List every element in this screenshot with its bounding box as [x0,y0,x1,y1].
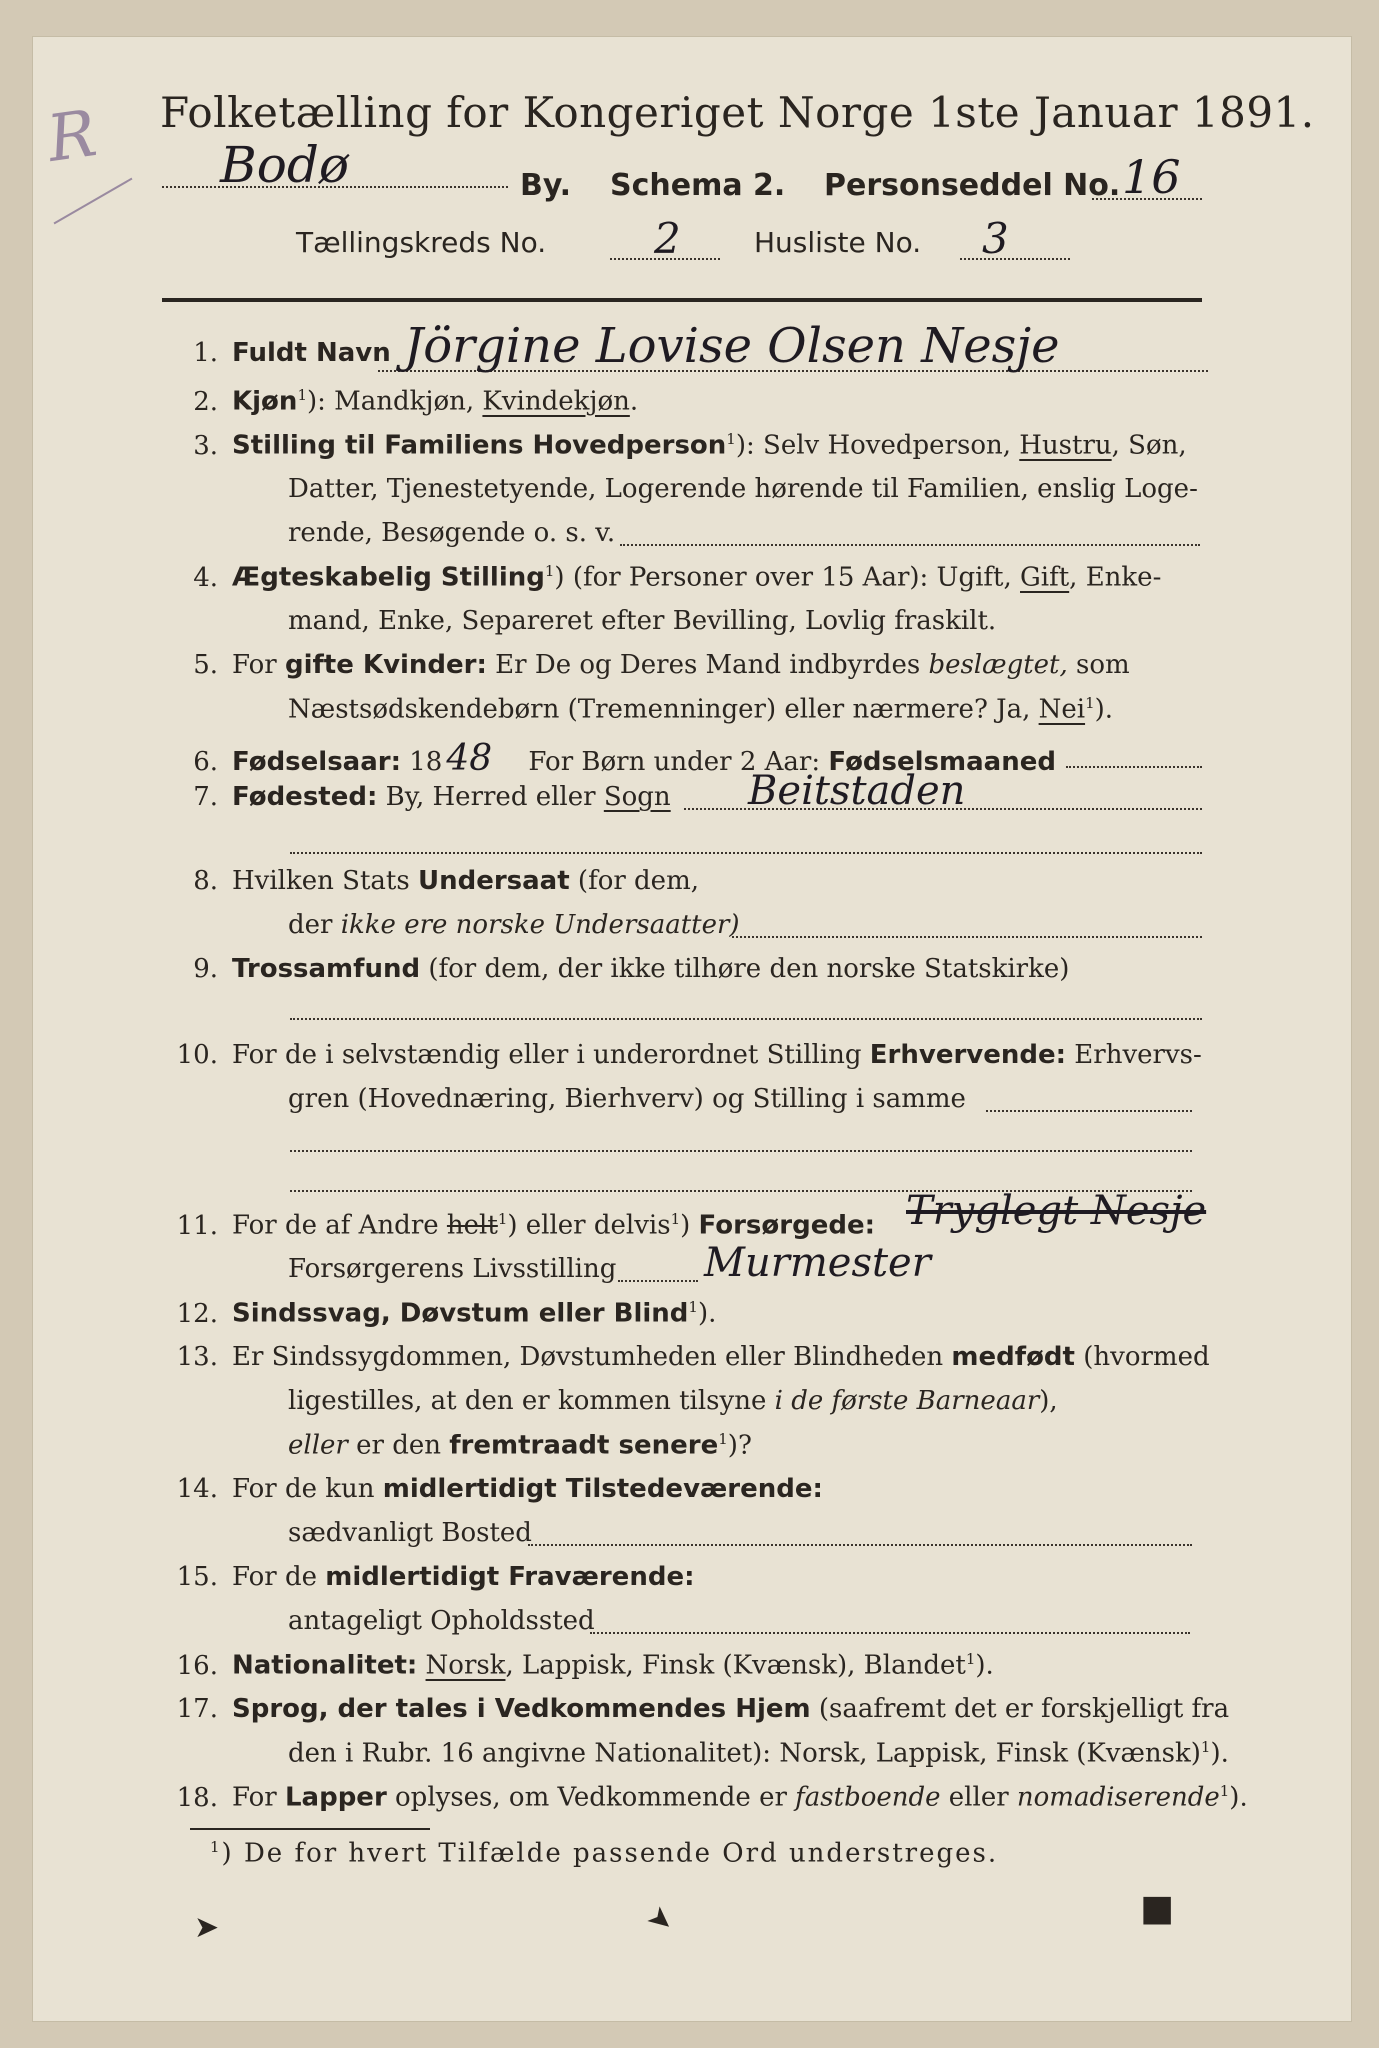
footnote-ref: 1 [1200,1738,1211,1756]
footnote [210,1838,998,1869]
item-number: 16. [176,1650,218,1681]
item-number: 9. [193,954,218,984]
item-text: er den [347,1430,450,1461]
footnote-ref: 1 [670,1210,681,1228]
personseddel-label: Personseddel No. [824,168,1121,203]
by-label: By. [520,168,572,203]
item-text [417,1651,425,1681]
footnote-ref: 1 [965,1650,976,1668]
item-number: 8. [193,866,218,896]
item-text: For de kun [232,1474,383,1504]
item-17 [160,1694,1229,1724]
kreds-label: Tællingskreds No. [296,226,547,259]
item-number: 4. [193,562,218,593]
birthplace-line2 [290,852,1202,854]
footnote-ref: 1 [544,562,555,580]
item-text: ). [1229,1782,1248,1813]
item-8-answer-line [732,936,1202,938]
item-14-line2: sædvanligt Bosted [288,1518,532,1548]
item-label: Fødselsaar: [232,747,401,777]
item-text: ) (for Personer over 15 Aar): Ugift, [554,562,1021,593]
item-4 [160,562,1161,593]
item-text: ): Selv Hovedperson, [735,430,1020,461]
item-text: som [1067,650,1130,680]
item-14 [160,1474,823,1504]
item-text: ). [697,1298,717,1329]
item-number: 11. [176,1210,218,1241]
item-9-answer-line [290,1018,1202,1020]
item-13 [160,1342,1210,1372]
item-10-answer-line [986,1110,1192,1112]
item-15-answer-line [590,1632,1190,1634]
pen-mark-left: ➤ [194,1910,220,1945]
item-text: For de i selvstændig eller i underordnet Stilling [232,1040,870,1070]
item-text: Næstsødskendebørn (Tremenninger) eller nærmere? Ja, [288,694,1039,725]
item-label: Nationalitet: [232,1650,418,1681]
item-label: Trossamfund [232,954,421,984]
item-3-answer-line [620,544,1200,546]
underlined-option: Norsk [425,1650,506,1681]
item-text: Er De og Deres Mand indbyrdes [486,650,929,680]
item-9 [160,954,1069,984]
item-number: 3. [193,430,218,461]
footnote-text: ) De for hvert Tilfælde passende Ord understreges. [221,1838,999,1869]
item-text: For Børn under 2 Aar: [520,747,829,777]
husliste-line [960,258,1070,260]
item-label: Forsørgede: [698,1210,875,1241]
footnote-rule [190,1828,430,1830]
item-label: Sindssvag, Døvstum eller Blind [232,1298,689,1329]
item-number: 2. [193,386,218,417]
italic-text: beslægtet, [928,650,1068,680]
item-text: den i Rubr. 16 angivne Nationalitet): Norsk, Lappisk, Finsk (Kvænsk) [288,1738,1201,1769]
item-7 [160,782,671,812]
item-16 [160,1650,994,1681]
item-text: ). [975,1650,994,1681]
item-14-answer-line [528,1544,1192,1546]
item-number: 17. [176,1694,218,1724]
husliste-number: 3 [982,214,1009,263]
item-number: 18. [176,1782,218,1813]
item-label: gifte Kvinder: [284,650,487,680]
item-text: By, Herred eller [377,782,604,812]
item-text: oplyses, om Vedkommende er [386,1782,796,1813]
struck-option: helt [446,1210,498,1241]
item-13-line3 [288,1430,752,1461]
birth-year-answer: 48 [446,738,493,779]
town-handwritten: Bodø [220,136,349,194]
item-text: ). [1210,1738,1229,1769]
item-10-answer-line2 [290,1150,1192,1152]
margin-mark-r: R [43,97,102,177]
footnote-ref: 1 [1219,1782,1230,1800]
footnote-ref: 1 [497,1210,508,1228]
personseddel-number: 16 [1122,150,1181,204]
item-text: (hvormed [1074,1342,1210,1372]
item-label: Fødselsmaaned [828,747,1056,777]
item-number: 1. [193,338,218,368]
item-text: ligestilles, at den er kommen tilsyne [288,1386,775,1416]
item-text: der [288,910,341,940]
item-label: Fuldt Navn [232,338,391,368]
pen-mark-right: ■ [1140,1888,1175,1929]
header-rule [162,298,1202,302]
footnote-ref: 1 [1085,694,1095,712]
item-text: Hvilken Stats [232,866,418,896]
item-17-line2 [288,1738,1229,1769]
item-text: , Enke- [1069,562,1162,593]
item-text: , Lappisk, Finsk (Kvænsk), Blandet [505,1650,966,1681]
supporter-answer: Tryglegt Nesje [906,1188,1207,1234]
item-text: . [629,386,639,417]
italic-text: eller [288,1430,348,1461]
item-11 [160,1210,875,1241]
form-title: Folketælling for Kongeriget Norge 1ste Januar 1891. [160,88,1315,137]
italic-text: ikke ere norske Undersaatter) [340,910,740,940]
item-label: Stilling til Familiens Hovedperson [232,430,727,461]
underlined-option: Hustru [1019,430,1112,461]
item-text: ) [680,1210,699,1241]
full-name-answer: Jörgine Lovise Olsen Nesje [404,318,1060,374]
item-10-line2: gren (Hovednæring, Bierhverv) og Stilling i samme [288,1084,966,1114]
item-2 [160,386,638,417]
item-3-line3: rende, Besøgende o. s. v. [288,518,616,548]
item-text: Er Sindssygdommen, Døvstumheden eller Blindheden [232,1342,952,1372]
item-12 [160,1298,716,1329]
item-text: For [232,650,285,680]
footnote-ref: 1 [726,430,736,448]
item-3 [160,430,1187,461]
item-text: ), [1039,1386,1058,1416]
item-number: 7. [193,782,218,812]
item-text: For [232,1782,285,1813]
item-text: , Søn, [1111,430,1187,461]
item-label: Undersaat [417,866,570,896]
item-text: (for dem, der ikke tilhøre den norske Statskirke) [420,954,1070,984]
item-label: Sprog, der tales i Vedkommendes Hjem [232,1694,811,1724]
item-5-line2 [288,694,1113,725]
item-text: ) eller delvis [507,1210,671,1241]
footnote-ref: 1 [718,1430,728,1448]
birthplace-answer: Beitstaden [748,768,966,814]
item-text: For de [232,1562,326,1592]
footnote-ref: 1 [297,386,307,404]
item-4-line2: mand, Enke, Separeret efter Bevilling, Lovlig fraskilt. [288,606,997,636]
kreds-number: 2 [654,214,681,263]
birth-month-line [1066,766,1202,768]
item-text: For de af Andre [232,1210,447,1241]
item-number: 5. [193,650,218,680]
italic-text: i de første Barneaar [774,1386,1040,1416]
item-number: 15. [176,1562,218,1592]
item-8 [160,866,699,896]
item-5 [160,650,1130,680]
item-label: Ægteskabelig Stilling [232,562,545,593]
item-label: Kjøn [232,386,298,417]
footnote-ref: 1 [688,1298,698,1316]
supporter-occupation-answer: Murmester [704,1240,931,1286]
item-number: 12. [176,1298,218,1329]
item-number: 14. [176,1474,218,1504]
item-label: fremtraadt senere [449,1430,719,1461]
item-8-line2 [288,910,740,940]
item-label: medfødt [951,1342,1075,1372]
schema-label: Schema 2. [610,168,786,203]
item-text: ): Mandkjøn, [306,386,483,417]
item-13-line2 [288,1386,1058,1416]
item-10 [160,1040,1202,1070]
underlined-option: Kvindekjøn [482,386,630,417]
item-15 [160,1562,694,1592]
item-1 [160,338,391,368]
item-text: )? [727,1430,752,1461]
item-3-line2: Datter, Tjenestetyende, Logerende hørende til Familien, enslig Loge- [288,474,1198,504]
item-number: 10. [176,1040,218,1070]
item-label: Lapper [284,1782,387,1813]
item-label: Fødested: [232,782,378,812]
item-11-answer-line [618,1280,698,1282]
underlined-option: Gift [1020,562,1070,593]
item-11-line2: Forsørgerens Livsstilling [288,1254,617,1284]
item-text: (saafremt det er forskjelligt fra [810,1694,1230,1724]
item-text: (for dem, [569,866,699,896]
italic-text: nomadiserende [1016,1782,1220,1813]
item-text: eller [940,1782,1017,1813]
footnote-ref: 1 [210,1838,222,1856]
item-label: Erhvervende: [869,1040,1067,1070]
item-text: 18 [401,747,443,777]
item-text: ). [1094,694,1114,725]
item-18 [160,1782,1248,1813]
item-text: Erhvervs- [1066,1040,1202,1070]
item-15-line2: antageligt Opholdssted [288,1606,595,1636]
item-label: midlertidigt Tilstedeværende: [382,1474,823,1504]
underlined-option: Sogn [603,782,671,812]
item-label: midlertidigt Fraværende: [325,1562,695,1592]
underlined-option: Nei [1038,694,1086,725]
item-number: 13. [176,1342,218,1372]
item-number: 6. [193,747,218,777]
pen-mark-center: ➤ [639,1898,682,1941]
italic-text: fastboende [795,1782,941,1813]
husliste-label: Husliste No. [754,226,922,259]
